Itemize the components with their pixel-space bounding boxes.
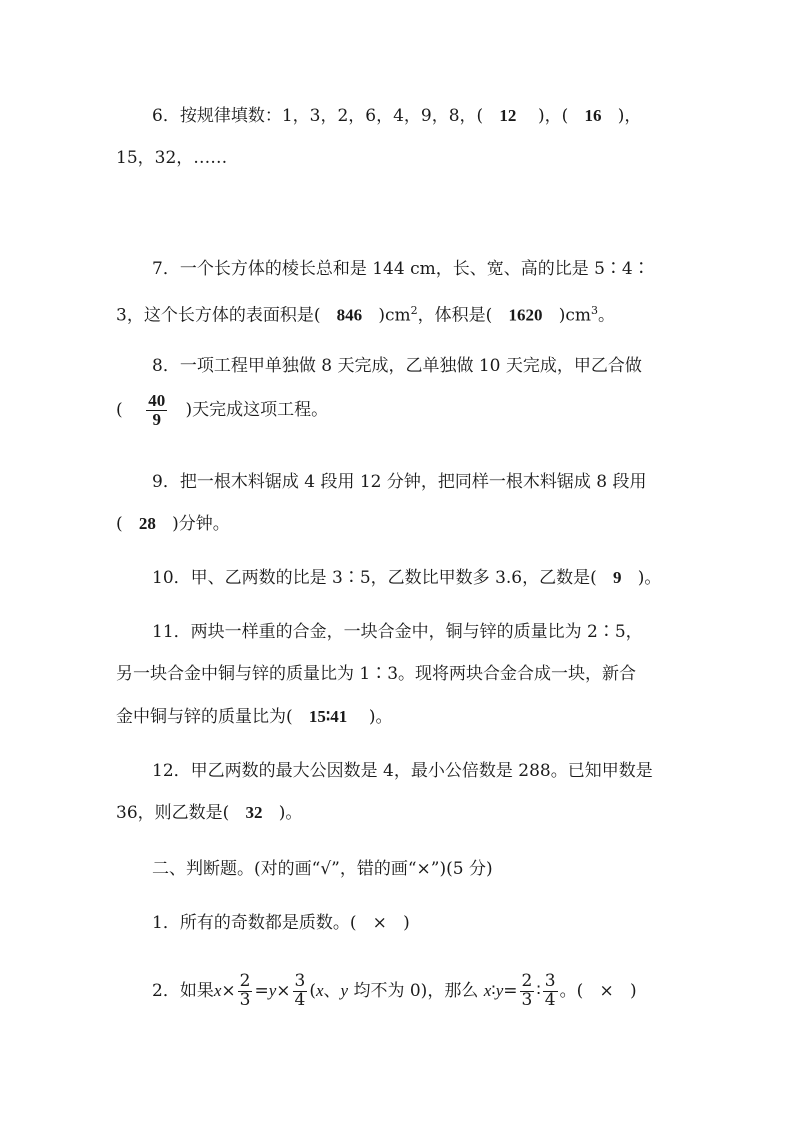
q7-text: 。 — [598, 305, 616, 326]
q8-answer-fraction — [146, 392, 167, 429]
j2-answer: × — [599, 980, 614, 1001]
q12-text: 36，则乙数是( — [116, 803, 230, 823]
j2-var: x — [315, 980, 324, 1000]
q7-text: 3，这个长方体的表面积是( — [116, 305, 321, 326]
j2-fraction — [238, 973, 253, 1010]
q7-text: )cm — [378, 305, 411, 326]
fraction-numerator: 3 — [544, 971, 556, 991]
q12-text: )。 — [278, 803, 303, 823]
q8-text: )天完成这项工程。 — [185, 399, 329, 420]
q6-text: 15，32，…… — [116, 148, 228, 168]
q6-text: )，( — [538, 106, 569, 126]
j2-var: x — [213, 980, 222, 1000]
question-7-line-2 — [116, 299, 615, 328]
question-8-line-2 — [116, 392, 328, 429]
q12-text: 12．甲乙两数的最大公因数是 4，最小公倍数是 288。已知甲数是 — [152, 761, 653, 781]
j2-op: ∶ — [491, 980, 496, 1001]
q7-sup: 2 — [410, 304, 418, 317]
j2-op: = — [503, 980, 518, 1001]
q8-text: 8．一项工程甲单独做 8 天完成，乙单独做 10 天完成，甲乙合做 — [152, 356, 642, 376]
question-9-line-2 — [116, 512, 230, 536]
fraction-numerator: 2 — [239, 971, 251, 991]
question-11-line-2 — [116, 662, 636, 686]
q11-text: 11．两块一样重的合金，一块合金中，铜与锌的质量比为 2∶5， — [152, 622, 643, 642]
q8-text: ( — [116, 399, 123, 420]
j2-text: 2．如果 — [152, 980, 214, 1001]
q11-text: )。 — [368, 707, 393, 727]
q6-answer-2: 16 — [584, 106, 602, 125]
question-7-line-1 — [152, 257, 650, 281]
q9-text: ( — [116, 514, 123, 534]
judgment-1-line — [152, 911, 410, 935]
q6-answer-1: 12 — [499, 106, 517, 125]
q7-answer-surface-area: 846 — [336, 305, 363, 325]
j2-var: y — [268, 980, 277, 1000]
fraction-denominator: 3 — [521, 989, 533, 1010]
q12-answer: 32 — [245, 803, 263, 822]
j2-text: 。( — [559, 980, 584, 1001]
q7-sup: 3 — [591, 304, 599, 317]
j2-text: ( — [309, 980, 316, 1001]
j2-var: y — [340, 980, 349, 1000]
j2-fraction — [543, 973, 558, 1010]
judgment-2-line — [152, 973, 637, 1010]
j2-text: 均不为 0)，那么 — [348, 980, 484, 1001]
question-9-line-1 — [152, 470, 647, 494]
question-11-line-1 — [152, 620, 643, 644]
q7-text: )cm — [558, 305, 592, 326]
q10-answer: 9 — [612, 568, 622, 587]
q11-text: 另一块合金中铜与锌的质量比为 1∶3。现将两块合金合成一块，新合 — [116, 664, 637, 684]
q6-text: 6．按规律填数：1，3，2，6，4，9，8，( — [152, 106, 484, 126]
q9-text: 9．把一根木料锯成 4 段用 12 分钟，把同样一根木料锯成 8 段用 — [152, 472, 647, 492]
section-2-heading — [152, 857, 493, 881]
j2-op: × — [276, 980, 291, 1001]
q7-answer-volume: 1620 — [508, 305, 543, 325]
q7-text: ，体积是( — [417, 305, 493, 326]
fraction-denominator: 4 — [294, 989, 306, 1010]
fraction-numerator: 2 — [521, 971, 533, 991]
j2-op: = — [254, 980, 269, 1001]
j1-text: 1．所有的奇数都是质数。( — [152, 913, 357, 933]
question-6-line-1 — [152, 104, 641, 128]
j2-fraction — [293, 973, 308, 1010]
q9-text: )分钟。 — [172, 514, 230, 534]
question-10-line — [152, 566, 661, 590]
j2-fraction — [520, 973, 535, 1010]
fraction-numerator: 40 — [148, 391, 166, 410]
q10-text: )。 — [637, 568, 662, 588]
j1-text: ) — [403, 913, 410, 933]
q11-text: 金中铜与锌的质量比为( — [116, 707, 293, 727]
question-11-line-3 — [116, 705, 393, 729]
question-12-line-2 — [116, 801, 302, 825]
j1-answer: × — [372, 913, 387, 933]
question-8-line-1 — [152, 354, 642, 378]
question-12-line-1 — [152, 759, 653, 783]
j2-op: × — [221, 980, 236, 1001]
fraction-denominator: 9 — [152, 409, 162, 429]
j2-text: ) — [629, 980, 637, 1001]
fraction-numerator: 3 — [294, 971, 306, 991]
question-6-line-2 — [116, 146, 227, 170]
fraction-denominator: 4 — [544, 989, 556, 1010]
q9-answer: 28 — [138, 514, 156, 533]
q6-text: )， — [617, 106, 642, 126]
j2-op: ∶ — [536, 980, 541, 1001]
fraction-denominator: 3 — [239, 989, 251, 1010]
q7-text: 7．一个长方体的棱长总和是 144 cm，长、宽、高的比是 5∶4∶ — [152, 259, 650, 279]
j2-var: x — [483, 980, 492, 1000]
section-title: 二、判断题。(对的画“√”，错的画“×”)(5 分) — [152, 859, 493, 879]
q11-answer: 15∶41 — [308, 707, 348, 726]
j2-var: y — [495, 980, 504, 1000]
q10-text: 10．甲、乙两数的比是 3∶5，乙数比甲数多 3.6，乙数是( — [152, 568, 597, 588]
j2-text: 、 — [323, 980, 341, 1001]
